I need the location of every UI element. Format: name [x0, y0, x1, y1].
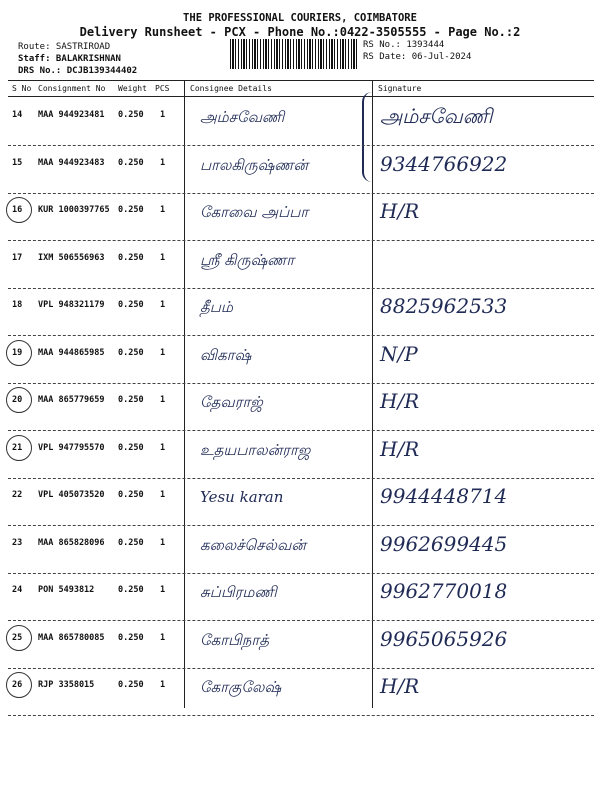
- header-bottom-rule: [8, 96, 594, 97]
- row-signature: 9344766922: [380, 151, 508, 176]
- row-consignee: உதயபாலன்ராஜ: [200, 440, 311, 459]
- row-signature: 9962699445: [380, 531, 508, 556]
- row-signature: H/R: [380, 674, 420, 698]
- row-consignee: சுப்பிரமணி: [200, 583, 277, 601]
- row-sno: 23: [12, 537, 23, 548]
- sno-circle-mark: [6, 672, 32, 698]
- row-consignee: கோவை அப்பா: [200, 203, 309, 221]
- route-label: Route: SASTRIROAD: [18, 42, 111, 52]
- row-consignment-no: MAA 865828096: [38, 537, 105, 548]
- row-signature: 8825962533: [380, 294, 508, 318]
- row-sno: 25: [12, 632, 23, 643]
- table-row: [8, 573, 594, 621]
- row-sno: 24: [12, 585, 23, 595]
- row-sno: 19: [12, 347, 23, 358]
- row-weight: 0.250: [118, 395, 144, 405]
- row-signature: 9965065926: [380, 626, 508, 651]
- sno-circle-mark: [6, 197, 32, 223]
- table-row: [8, 288, 594, 336]
- row-signature: N/P: [380, 341, 418, 366]
- row-pcs: 1: [160, 680, 166, 690]
- barcode: [230, 39, 358, 69]
- row-consignment-no: PON 5493812: [38, 585, 95, 595]
- row-sno: 18: [12, 300, 23, 310]
- row-signature: H/R: [380, 436, 420, 461]
- row-sno: 17: [12, 252, 23, 263]
- row-consignment-no: MAA 865780085: [38, 632, 105, 643]
- row-consignment-no: VPL 947795570: [38, 442, 105, 453]
- row-consignment-no: RJP 3358015: [38, 680, 95, 690]
- row-consignment-no: IXM 506556963: [38, 252, 105, 263]
- row-consignment-no: MAA 944923483: [38, 157, 105, 168]
- row-weight: 0.250: [118, 252, 144, 263]
- row-pcs: 1: [160, 300, 166, 310]
- row-weight: 0.250: [118, 157, 144, 168]
- header-top-rule: [8, 80, 594, 81]
- runsheet-title: THE PROFESSIONAL COURIERS, COIMBATORE: [183, 12, 417, 24]
- row-weight: 0.250: [118, 632, 144, 643]
- row-consignee: தீபம்: [200, 298, 234, 316]
- table-row: [8, 621, 594, 669]
- row-consignee: அம்சவேணி: [200, 108, 285, 126]
- row-sno: 21: [12, 442, 23, 453]
- row-sno: 22: [12, 490, 23, 500]
- col-details: Consignee Details: [190, 84, 272, 93]
- table-row: [8, 478, 594, 526]
- row-consignment-no: VPL 405073520: [38, 490, 105, 500]
- rs-date: RS Date: 06-Jul-2024: [363, 52, 472, 62]
- sno-circle-mark: [6, 340, 32, 366]
- row-consignment-no: KUR 1000397765: [38, 205, 110, 215]
- row-sno: 15: [12, 157, 23, 168]
- rs-number: RS No.: 1393444: [363, 40, 445, 50]
- row-consignee: கோபிநாத்: [200, 630, 269, 649]
- row-consignment-no: VPL 948321179: [38, 300, 105, 310]
- row-pcs: 1: [160, 157, 166, 168]
- col-sno: S No: [12, 84, 32, 93]
- row-pcs: 1: [160, 347, 166, 358]
- row-consignment-no: MAA 944923481: [38, 110, 105, 120]
- row-consignee: பாலகிருஷ்ணன்: [200, 155, 309, 174]
- sno-circle-mark: [6, 435, 32, 461]
- row-consignee: ஸ்ரீ கிருஷ்ணா: [200, 250, 295, 269]
- row-consignment-no: MAA 865779659: [38, 395, 105, 405]
- row-pcs: 1: [160, 395, 166, 405]
- row-divider: [8, 715, 594, 716]
- row-weight: 0.250: [118, 442, 144, 453]
- row-pcs: 1: [160, 205, 166, 215]
- row-signature: H/R: [380, 199, 420, 223]
- row-pcs: 1: [160, 252, 166, 263]
- table-row: [8, 668, 594, 716]
- row-consignee: Yesu karan: [200, 488, 284, 506]
- row-pcs: 1: [160, 490, 166, 500]
- sno-circle-mark: [6, 625, 32, 651]
- row-weight: 0.250: [118, 585, 144, 595]
- table-row: [8, 431, 594, 479]
- row-consignee: கலைச்செல்வன்: [200, 535, 306, 554]
- row-consignee: கோகுலேஷ்: [200, 678, 282, 696]
- table-row: [8, 241, 594, 289]
- table-row: [8, 526, 594, 574]
- table-row: [8, 336, 594, 384]
- row-signature: H/R: [380, 389, 420, 413]
- row-weight: 0.250: [118, 680, 144, 690]
- row-signature: அம்சவேணி: [380, 104, 493, 128]
- row-weight: 0.250: [118, 347, 144, 358]
- row-pcs: 1: [160, 585, 166, 595]
- row-pcs: 1: [160, 537, 166, 548]
- sno-circle-mark: [6, 387, 32, 413]
- row-sno: 16: [12, 205, 23, 215]
- row-consignment-no: MAA 944865985: [38, 347, 105, 358]
- runsheet-subtitle: Delivery Runsheet - PCX - Phone No.:0422-3505555 - Page No.:2: [79, 25, 521, 39]
- row-weight: 0.250: [118, 300, 144, 310]
- table-row: [8, 383, 594, 431]
- row-sno: 26: [12, 680, 23, 690]
- row-signature: 9944448714: [380, 484, 508, 508]
- row-pcs: 1: [160, 110, 166, 120]
- col-consignment: Consignment No: [38, 84, 106, 93]
- col-signature: Signature: [378, 84, 422, 93]
- row-pcs: 1: [160, 442, 166, 453]
- table-row: [8, 98, 594, 146]
- row-pcs: 1: [160, 632, 166, 643]
- table-row: [8, 193, 594, 241]
- row-weight: 0.250: [118, 490, 144, 500]
- row-consignee: விகாஷ்: [200, 345, 252, 364]
- row-sno: 20: [12, 395, 23, 405]
- staff-label: Staff: BALAKRISHNAN: [18, 54, 121, 64]
- table-row: [8, 146, 594, 194]
- col-weight: Weight: [118, 84, 147, 93]
- row-weight: 0.250: [118, 205, 144, 215]
- row-sno: 14: [12, 110, 23, 120]
- row-consignee: தேவராஜ்: [200, 393, 263, 411]
- col-pcs: PCS: [155, 84, 170, 93]
- row-signature: 9962770018: [380, 579, 508, 603]
- row-weight: 0.250: [118, 537, 144, 548]
- row-weight: 0.250: [118, 110, 144, 120]
- drs-number: DRS No.: DCJB139344402: [18, 66, 138, 76]
